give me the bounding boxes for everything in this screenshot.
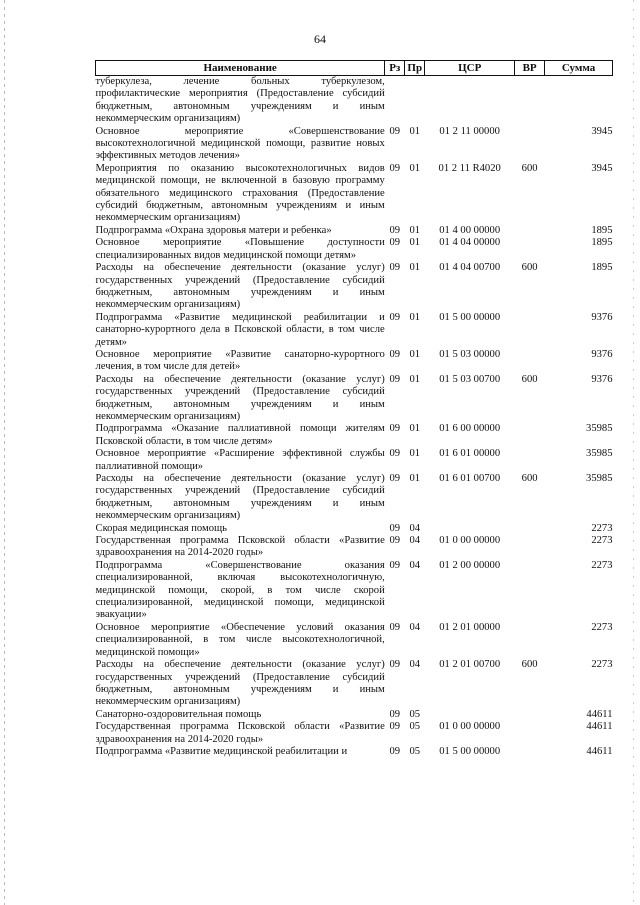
- row-sum: 9376: [591, 348, 613, 360]
- row-pr: 04: [409, 535, 421, 547]
- row-sum: 2273: [591, 659, 613, 671]
- row-vr: [515, 76, 545, 126]
- row-sum: 9376: [591, 373, 613, 385]
- header-name: Наименование: [96, 61, 385, 76]
- row-vr: [515, 746, 545, 758]
- row-vr: [515, 721, 545, 746]
- row-name: Основное мероприятие «Повышение доступности специализированных видов медицинской помощи детям»: [95, 237, 385, 261]
- scan-edge-left: [4, 0, 5, 905]
- row-rz: 09: [389, 448, 401, 460]
- row-sum: 2273: [591, 535, 613, 547]
- table-row: [96, 560, 613, 622]
- row-name: Подпрограмма «Охрана здоровья матери и ребенка»: [95, 224, 332, 236]
- row-name: Расходы на обеспечение деятельности (оказание услуг) государственных учреждений (Предоставление субсидий бюджетным, автономным учреждениям и иным некоммерческим организациям): [95, 659, 385, 708]
- row-sum: 35985: [586, 423, 613, 435]
- row-vr: 600: [521, 262, 538, 274]
- row-vr: 600: [521, 162, 538, 174]
- row-pr: 05: [409, 708, 421, 720]
- row-vr: [515, 312, 545, 349]
- row-name: Санаторно-оздоровительная помощь: [95, 708, 262, 720]
- table-row: [96, 721, 613, 746]
- row-rz: 09: [389, 473, 401, 484]
- row-name: Расходы на обеспечение деятельности (оказание услуг) государственных учреждений (Предоставление субсидий бюджетным, автономным учреждениям и иным некоммерческим организациям): [95, 262, 385, 311]
- row-csr: 01 6 00 00000: [439, 423, 501, 435]
- table-row: [96, 349, 613, 374]
- row-rz: 09: [389, 621, 401, 633]
- row-rz: 09: [389, 262, 401, 274]
- row-rz: 09: [389, 708, 401, 720]
- row-vr: [515, 349, 545, 374]
- row-name: Скорая медицинская помощь: [95, 522, 227, 534]
- row-vr: 600: [521, 373, 538, 385]
- row-pr: 04: [409, 559, 421, 571]
- row-rz: 09: [389, 237, 401, 249]
- row-sum: 3945: [591, 125, 613, 137]
- row-rz: 09: [389, 125, 401, 137]
- row-vr: [515, 237, 545, 262]
- table-row: [96, 523, 613, 535]
- table-row: [96, 262, 613, 312]
- table-row: [96, 237, 613, 262]
- row-sum: 3945: [591, 162, 613, 174]
- row-sum: 2273: [591, 559, 613, 571]
- row-sum: 44611: [586, 721, 613, 733]
- row-pr: 04: [409, 659, 421, 671]
- row-vr: [515, 709, 545, 721]
- row-pr: 01: [409, 237, 421, 249]
- table-row: [96, 423, 613, 448]
- row-csr: 01 4 04 00000: [439, 237, 501, 249]
- row-vr: [515, 448, 545, 473]
- row-name: Основное мероприятие «Совершенствование высокотехнологичной медицинской помощи, развитие новых эффективных методов лечения»: [95, 125, 385, 162]
- row-csr: 01 2 01 00700: [439, 659, 501, 671]
- row-csr: 01 6 01 00700: [439, 473, 501, 484]
- row-csr: 01 2 11 00000: [439, 125, 500, 137]
- row-pr: 01: [409, 224, 421, 236]
- row-csr: 01 2 00 00000: [439, 559, 501, 571]
- row-csr: 01 2 11 R4020: [438, 162, 501, 174]
- row-pr: 01: [409, 262, 421, 274]
- table-row: [96, 622, 613, 659]
- table-row: [96, 448, 613, 473]
- header-csr: ЦСР: [425, 61, 515, 76]
- row-vr: [515, 423, 545, 448]
- header-sum: Сумма: [545, 61, 613, 76]
- row-name: Основное мероприятие «Расширение эффективной службы паллиативной помощи»: [95, 448, 385, 472]
- row-sum: 44611: [586, 708, 613, 720]
- table-row: [96, 659, 613, 709]
- row-rz: 09: [389, 373, 401, 385]
- row-sum: 44611: [586, 745, 613, 757]
- row-csr: 01 5 00 00000: [439, 311, 501, 323]
- row-name: Государственная программа Псковской области «Развитие здравоохранения на 2014-2020 годы»: [95, 535, 385, 559]
- table-row: [96, 163, 613, 225]
- row-name: Основное мероприятие «Развитие санаторно-курортного лечения, в том числе для детей»: [95, 348, 385, 373]
- table-row: [96, 473, 613, 523]
- row-name: туберкулеза, лечение больных туберкулезом, профилактические мероприятия (Предоставление субсидий бюджетным, автономным учреждениям и иным некоммерческим организациям): [95, 76, 385, 125]
- row-pr: 01: [409, 311, 421, 323]
- row-pr: 01: [409, 162, 421, 174]
- table-row: [96, 312, 613, 349]
- row-rz: 09: [389, 423, 401, 435]
- row-pr: 01: [409, 423, 421, 435]
- row-vr: 600: [521, 473, 538, 484]
- header-pr: Пр: [405, 61, 425, 76]
- row-name: Подпрограмма «Развитие медицинской реабилитации и санаторно-курортного дела в Псковской области, в том числе детям»: [95, 311, 385, 348]
- budget-table: [95, 60, 613, 758]
- row-rz: 09: [389, 659, 401, 671]
- row-sum: 9376: [591, 311, 613, 323]
- table-row: [96, 126, 613, 163]
- row-pr: 01: [409, 348, 421, 360]
- row-sum: 2273: [591, 522, 613, 534]
- row-csr: 01 4 00 00000: [439, 224, 501, 236]
- table-row: [96, 535, 613, 560]
- row-pr: 05: [409, 745, 421, 757]
- table-header: [96, 61, 613, 76]
- row-pr: [405, 76, 425, 126]
- row-name: Основное мероприятие «Обеспечение условий оказания специализированной, в том числе высокотехнологичной, медицинской помощи»: [95, 621, 385, 658]
- row-rz: 09: [389, 348, 401, 360]
- row-csr: 01 6 01 00000: [439, 448, 501, 460]
- row-rz: 09: [389, 559, 401, 571]
- row-csr: [425, 709, 515, 721]
- row-vr: [515, 523, 545, 535]
- page-number: 64: [314, 32, 326, 46]
- row-csr: 01 5 03 00700: [439, 373, 501, 385]
- row-rz: 09: [389, 721, 401, 733]
- row-rz: [385, 76, 405, 126]
- row-sum: 2273: [591, 621, 613, 633]
- row-sum: 1895: [591, 262, 613, 274]
- row-vr: [515, 126, 545, 163]
- row-sum: 1895: [591, 224, 613, 236]
- table-row: [96, 76, 613, 126]
- row-pr: 01: [409, 448, 421, 460]
- row-csr: 01 0 00 00000: [439, 721, 501, 733]
- row-csr: 01 5 00 00000: [439, 745, 501, 757]
- scan-edge-right: [633, 0, 634, 905]
- row-csr: 01 0 00 00000: [439, 535, 501, 547]
- row-pr: 01: [409, 473, 421, 484]
- row-rz: 09: [389, 522, 401, 534]
- header-rz: Рз: [385, 61, 405, 76]
- row-rz: 09: [389, 535, 401, 547]
- row-name: Подпрограмма «Оказание паллиативной помощи жителям Псковской области, в том числе детям»: [95, 423, 385, 447]
- row-sum: 35985: [586, 448, 613, 460]
- row-sum: [545, 76, 613, 126]
- row-name: Расходы на обеспечение деятельности (оказание услуг) государственных учреждений (Предоставление субсидий бюджетным, автономным учреждениям и иным некоммерческим организациям): [95, 473, 385, 522]
- row-name: Государственная программа Псковской области «Развитие здравоохранения на 2014-2020 годы»: [95, 721, 385, 745]
- table-row: [96, 746, 613, 758]
- row-csr: 01 2 01 00000: [439, 621, 501, 633]
- row-name: Расходы на обеспечение деятельности (оказание услуг) государственных учреждений (Предоставление субсидий бюджетным, автономным учреждениям и иным некоммерческим организациям): [95, 373, 385, 422]
- table-row: [96, 225, 613, 237]
- row-pr: 04: [409, 522, 421, 534]
- table-row: [96, 709, 613, 721]
- row-csr: [425, 523, 515, 535]
- header-vr: ВР: [515, 61, 545, 76]
- row-rz: 09: [389, 162, 401, 174]
- row-rz: 09: [389, 224, 401, 236]
- row-sum: 1895: [591, 237, 613, 249]
- row-vr: [515, 622, 545, 659]
- row-csr: 01 4 04 00700: [439, 262, 501, 274]
- row-name: Мероприятия по оказанию высокотехнологичных видов медицинской помощи, не включенной в базовую программу обязательного медицинского страхования (Предоставление субсидий бюджетным, автономным учреждениям и иным некоммерческим организациям): [95, 162, 385, 224]
- row-vr: [515, 560, 545, 622]
- row-vr: 600: [521, 659, 538, 671]
- table-row: [96, 374, 613, 424]
- row-pr: 01: [409, 373, 421, 385]
- row-name: Подпрограмма «Развитие медицинской реабилитации и: [95, 745, 348, 757]
- table-body: [96, 76, 613, 759]
- row-pr: 01: [409, 125, 421, 137]
- row-vr: [515, 225, 545, 237]
- row-csr: 01 5 03 00000: [439, 348, 501, 360]
- row-sum: 35985: [586, 473, 613, 484]
- row-vr: [515, 535, 545, 560]
- row-rz: 09: [389, 311, 401, 323]
- row-pr: 05: [409, 721, 421, 733]
- row-csr: [425, 76, 515, 126]
- row-pr: 04: [409, 621, 421, 633]
- row-rz: 09: [389, 745, 401, 757]
- row-name: Подпрограмма «Совершенствование оказания специализированной, включая высокотехнологичную, медицинской помощи, скорой, в том числе скорой специализированной, медицинской помощи, медицинской эвакуации»: [95, 559, 385, 621]
